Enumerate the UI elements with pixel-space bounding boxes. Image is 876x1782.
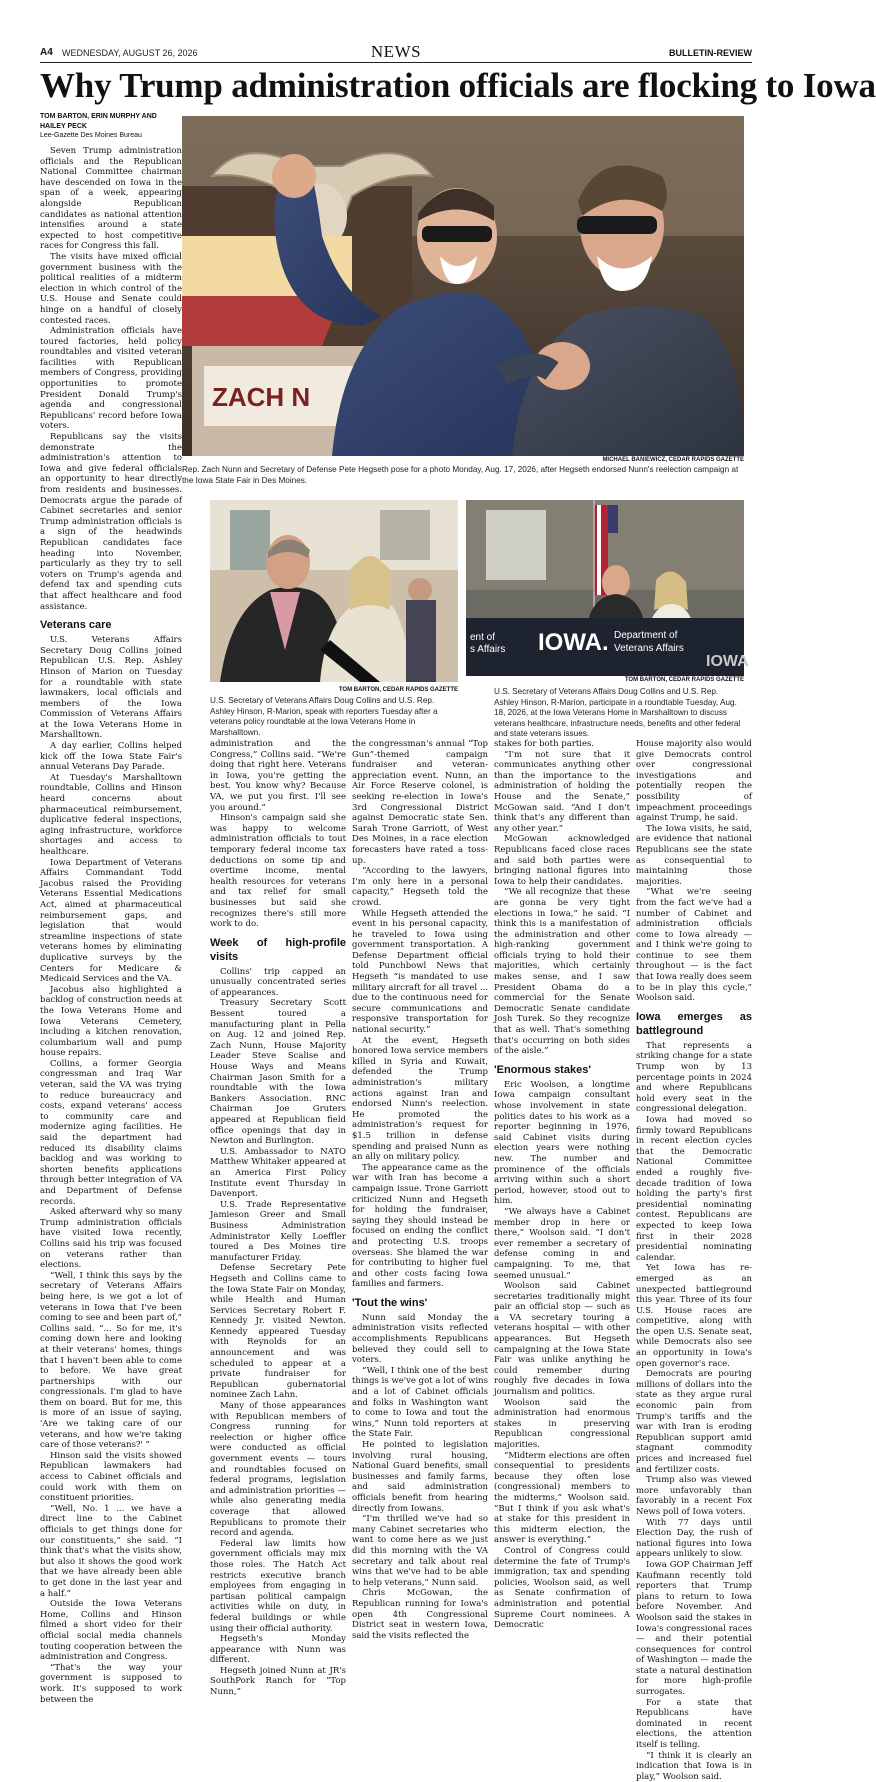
main-photo-image	[182, 116, 744, 456]
section-name: NEWS	[370, 42, 422, 61]
headline: Why Trump administration officials are flocking to Iowa	[40, 66, 876, 105]
paragraph: “Well, No. 1 ... we have a direct line to the Cabinet officials to get things done for our constituents,” she said. “I think that's what the visits show, but also it shows the good work that we have already been able to get done in the last year and a half.”	[40, 1503, 182, 1599]
paragraph: Iowa GOP Chairman Jeff Kaufmann recently told reporters that Trump plans to return to Iowa before November. And Woolson said the stakes in Iowa's congressional races — and their potential consequences for control of Washington — made the state a natural destination for more high-profile surrogates.	[636, 1559, 752, 1698]
paragraph: Many of those appearances with Republican members of Congress running for reelection or higher office were conducted as official government events — tours and roundtables focused on federal programs, legislation and administration priorities — while also generating media coverage that allowed Republicans to promote their record and agenda.	[210, 1401, 346, 1539]
paragraph: “That's the way your government is supposed to work. It's supposed to work between the	[40, 1662, 182, 1705]
paragraph: With 77 days until Election Day, the rush of national figures into Iowa appears unlikely to slow.	[636, 1517, 752, 1560]
paragraph: Democrats are pouring millions of dollars into the state as they argue rural economic pain from Trump's tariffs and the war with Iran is eroding Republican support amid stagnant commodity prices and increased fuel and fertilizer costs.	[636, 1369, 752, 1475]
paragraph: “Midterm elections are often consequential to presidents because they often lose (congressional) members to the midterms,” Woolson said. “But I think if you ask what's at stake for this president in this midterm election, the answer is everything.”	[494, 1450, 630, 1546]
bureau: Lee-Gazette Des Moines Bureau	[40, 132, 142, 139]
paragraph: Iowa had moved so firmly toward Republicans in recent election cycles that the Democratic National Committee ended a roughly five-decade tradition of Iowa holding the party's first presidential nominating contest. Republicans are expected to keep Iowa first in their 2028 presidential nominating calendar.	[636, 1115, 752, 1263]
paragraph: Hinson said the visits showed Republican lawmakers had access to Cabinet officials and could work with them on constituent priorities.	[40, 1450, 182, 1504]
paragraph: Chris McGowan, the Republican running for Iowa's open 4th Congressional District seat in western Iowa, said the visits reflected the	[352, 1588, 488, 1641]
paragraph: Woolson said Cabinet secretaries traditionally might pair an official stop — such as a VA secretary touring a veterans hospital — with other appearances. But Hegseth campaigning at the Iowa State Fair was unlike anything he could remember during roughly five decades in Iowa journalism and politics.	[494, 1281, 630, 1398]
banner-iowa-logo: IOWA.	[538, 629, 609, 656]
byline: TOM BARTON, ERIN MURPHY AND HAILEY PECK	[40, 113, 157, 130]
banner-right-text: IOWA	[706, 653, 749, 670]
banner-dept-text: Department of	[614, 630, 678, 641]
paragraph: Outside the Iowa Veterans Home, Collins and Hinson filmed a short video for their official social media channels touting cooperation between the administration and Congress.	[40, 1599, 182, 1663]
right-photo	[466, 500, 749, 676]
paragraph: Collins' trip capped an unusually concentrated series of appearances.	[210, 966, 346, 998]
paragraph: Federal law limits how government officials may mix those roles. The Hatch Act restricts executive branch employees from engaging in partisan political campaign activities while on duty, in federal buildings or while using their official authority.	[210, 1538, 346, 1634]
photo-sign-text: ZACH N	[212, 382, 311, 412]
subhead: Veterans care	[40, 619, 112, 632]
banner-left-text-1: ent of	[470, 632, 496, 643]
paragraph: House majority also would give Democrats control over congressional investigations and potentially reopen the possibility of impeachment proceedings against Trump, he said.	[636, 739, 752, 824]
right-photo-image	[466, 500, 749, 676]
paragraph: “What we're seeing from the fact we've had a number of Cabinet and administration officials come to Iowa already — and I think we're going to continue to see them throughout — is the fact that Iowa really does seem to be in play this cycle,” Woolson said.	[636, 887, 752, 1004]
left-photo-credit: TOM BARTON, CEDAR RAPIDS GAZETTE	[338, 687, 458, 693]
paragraph: Iowa Department of Veterans Affairs Commandant Todd Jacobus raised the Providing Veterans Essential Medications Act, aimed at pharmaceutical reimbursement gaps, and legislation that would streamline inspections of state veterans homes by eliminating duplicative surveys by the Centers for Medicare & Medicaid Services and the VA.	[40, 857, 182, 985]
paragraph: Collins, a former Georgia congressman and Iraq War veteran, said the VA was trying to reduce bureaucracy and costs, expand veterans' access to community care and modernize aging facilities. He said the department had reduced its disability claims backlog and was working to shorten benefits applications through better integration of VA and Department of Defense records.	[40, 1058, 182, 1207]
paragraph: Administration officials have toured factories, held policy roundtables and visited veteran facilities with Republican members of Congress, providing opportunities to promote President Donald Trump's agenda and congressional Republicans' record before Iowa voters.	[40, 326, 182, 432]
paragraph: U.S. Trade Representative Jamieson Greer and Small Business Administration Administrator Kelly Loeffler toured a Des Moines tire manufacturer Friday.	[210, 1199, 346, 1263]
paragraph: That represents a striking change for a state Trump won by 13 percentage points in 2024 and where Republicans hold every seat in the congressional delegation.	[636, 1040, 752, 1115]
paragraph: stakes for both parties.	[494, 739, 595, 749]
paragraph: U.S. Veterans Affairs Secretary Doug Collins joined Republican U.S. Rep. Ashley Hinson of Marion on Tuesday for a roundtable with state lawmakers, local officials and members of the Iowa Commission of Veterans Affairs at the Iowa Veterans Home in Marshalltown.	[40, 635, 182, 741]
main-photo	[182, 116, 744, 456]
paragraph: Yet Iowa has re-emerged as an unexpected battleground this year. Three of its four U.S. House races are competitive, along with the open U.S. Senate seat, while Democrats also see an opportunity in Iowa's open governor's race.	[636, 1263, 752, 1369]
paragraph: U.S. Ambassador to NATO Matthew Whitaker appeared at an America First Policy Institute event Thursday in Davenport.	[210, 1146, 346, 1200]
left-photo	[210, 500, 458, 682]
body-column-3	[352, 739, 488, 1641]
page-folio	[40, 44, 752, 62]
body-column-2	[210, 739, 346, 1698]
paragraph: Seven Trump administration officials and the Republican National Committee chairman have descended on Iowa in the span of a week, appearing alongside Republican candidates as national attention intensifies around a state expected to host competitive races for Congress this fall.	[40, 146, 182, 252]
paragraph: At Tuesday's Marshalltown roundtable, Collins and Hinson heard concerns about pharmaceutical reimbursement, duplicative federal inspections, aging infrastructure, workforce shortages and access to healthcare.	[40, 772, 182, 857]
subhead: 'Enormous stakes'	[494, 1063, 591, 1076]
banner-va-text: Veterans Affairs	[614, 643, 684, 654]
folio-rule	[40, 62, 752, 63]
paragraph: Jacobus also highlighted a backlog of construction needs at the Iowa Veterans Home and Iowa Veterans Cemetery, including a kitchen renovation, columbarium wall and pump house repairs.	[40, 984, 182, 1059]
issue-date: WEDNESDAY, AUGUST 26, 2026	[62, 48, 198, 58]
paragraph: “According to the lawyers, I'm only here in a personal capacity,” Hegseth told the crowd.	[352, 866, 488, 908]
paragraph: Defense Secretary Pete Hegseth and Collins came to the Iowa State Fair on Monday, while Health and Human Services Secretary Robert F. Kennedy Jr. visited Newton. Kennedy appeared Tuesday with Reynolds for an announcement and was scheduled to appear at a private fundraiser for Republican gubernatorial nominee Zach Lahn.	[210, 1263, 346, 1401]
page-number: A4	[40, 47, 53, 58]
paragraph: For a state that Republicans have dominated in recent elections, the attention itself is telling.	[636, 1697, 752, 1751]
paragraph: Republicans say the visits demonstrate the administration's attention to Iowa and give federal officials an opportunity to hear directly from residents and businesses. Democrats argue the parade of Cabinet secretaries and senior Trump administration officials is a sign of the headwinds Republican candidates face heading into November, particularly as they try to sell voters on Trump's agenda and defend tax and spending cuts that affect healthcare and food assistance.	[40, 432, 182, 612]
subhead: Iowa emerges as battleground	[636, 1010, 752, 1037]
publication-name: BULLETIN-REVIEW	[669, 48, 752, 58]
paragraph: the congressman's annual “Top Gun”-themed campaign fundraiser and veteran-appreciation event. Nunn, an Air Force Reserve colonel, is seeking re-election in Iowa's 3rd Congressional District against Democratic state Sen. Sarah Trone Garriott, of West Des Moines, in a race election forecasters have rated a toss-up.	[352, 739, 488, 866]
paragraph: Hegseth joined Nunn at JR's SouthPork Ranch for “Top Nunn,”	[210, 1665, 346, 1698]
paragraph: Nunn said Monday the administration visits reflected accomplishments Republicans believed they could sell to voters.	[352, 1312, 488, 1366]
subhead: 'Tout the wins'	[352, 1296, 428, 1309]
right-photo-credit: TOM BARTON, CEDAR RAPIDS GAZETTE	[624, 677, 744, 683]
paragraph: The Iowa visits, he said, are evidence that national Republicans see the state as consequential to maintaining those majorities.	[636, 823, 752, 887]
main-photo-credit: MICHAEL BANIEWICZ, CEDAR RAPIDS GAZETTE	[602, 457, 744, 463]
paragraph: “I'm not sure that it communicates anything other than the importance to the administration of holding the House and the Senate,” McGowan said. “And I don't think that's any different than any other year.”	[494, 749, 630, 834]
paragraph: administration and the Congress,” Collins said. “We're doing that right here. Veterans in Iowa, you're getting the best. You know why? Because VA, we put you first. I'll see you around.”	[210, 739, 346, 813]
left-photo-image	[210, 500, 458, 682]
body-column-1	[40, 146, 182, 1705]
paragraph: Asked afterward why so many Trump administration officials have visited Iowa recently, Collins said his trip was focused on veterans rather than elections.	[40, 1207, 182, 1271]
paragraph: “I'm thrilled we've had so many Cabinet secretaries who want to come here as we just did this morning with the VA secretary and talk about real wins that we've had to be able to help veterans,” Nunn said.	[352, 1514, 488, 1588]
paragraph: He pointed to legislation involving rural housing, National Guard benefits, small businesses and family farms, and said administration officials benefit from hearing directly from Iowans.	[352, 1440, 488, 1514]
paragraph: While Hegseth attended the event in his personal capacity, he traveled to Iowa using government transportation. A Defense Department official told Punchbowl News that Hegseth “is mandated to use military aircraft for all travel ... due to the continuous need for secure communications and responsive transportation for national security.”	[352, 908, 488, 1036]
paragraph: Treasury Secretary Scott Bessent toured a manufacturing plant in Pella on Aug. 12 and joined Rep. Zach Nunn, House Majority Leader Steve Scalise and House Ways and Means Chairman Jason Smith for a roundtable with the Iowa Bankers Association. RNC Chairman Joe Gruters appeared at Republican field office openings that day in Newton and Burlington.	[210, 998, 346, 1147]
body-column-4	[494, 739, 630, 1631]
paragraph: Eric Woolson, a longtime Iowa campaign consultant whose involvement in state politics dates to his work as a reporter beginning in 1976, said Cabinet visits during election years were nothing new. The number and prominence of the officials arriving within such a short period, however, stood out to him.	[494, 1079, 630, 1207]
paragraph: The appearance came as the war with Iran has become a campaign issue. Trone Garriott criticized Nunn and Hegseth for holding the fundraiser, saying they should instead be focused on ending the conflict and protecting U.S. troops overseas. She blamed the war for contributing to higher fuel and other costs facing Iowa families and farmers.	[352, 1162, 488, 1290]
paragraph: “Well, I think this says by the secretary of Veterans Affairs being here, is we got a lot of veterans in Iowa that I've been coming to see and been part of,” Collins said. “... So for me, it's coming down here and looking at their veterans' homes, things that I haven't been able to come to before. We have great partnerships with our congressionals. I'm glad to have them on board. But for me, this is more of an issue of saying, 'Are we taking care of our veterans, and how we're taking care of those veterans?' ”	[40, 1270, 182, 1451]
paragraph: “I think it is clearly an indication that Iowa is in play,” Woolson said.	[636, 1750, 752, 1782]
right-photo-caption: U.S. Secretary of Veterans Affairs Doug Collins and U.S. Rep. Ashley Hinson, R-Marion, participate in a roundtable Tuesday, Aug. 18, 2026, at the Iowa Veterans Home in Marshalltown to discuss veterans healthcare, infrastructure needs, benefits and other federal and state veterans issues.	[494, 687, 741, 738]
paragraph: “We all recognize that these are gonna be very tight elections in Iowa,” he said. “I think this is a manifestation of the administration and other high-ranking government officials trying to hold their majorities, which certainly makes sense, and I saw President Obama do a commercial for the Senate Democratic Senate candidate Josh Turek. So they recognize that as well. That's something that's occurring on both sides of the aisle.”	[494, 887, 630, 1057]
left-photo-caption: U.S. Secretary of Veterans Affairs Doug Collins and U.S. Rep. Ashley Hinson, R-Marion, speak with reporters Tuesday after a veterans policy roundtable at the Iowa Veterans Home in Marshalltown.	[210, 696, 438, 737]
banner-left-text-2: s Affairs	[470, 644, 506, 655]
paragraph: At the event, Hegseth honored Iowa service members killed in Syria and Kuwait, defended the Trump administration's military actions against Iran and endorsed Nunn's reelection. He promoted the administration's request for $1.5 trillion in defense spending and praised Nunn as an ally on military policy.	[352, 1035, 488, 1163]
paragraph: Trump also was viewed more unfavorably than favorably in a recent Fox News poll of Iowa voters.	[636, 1475, 752, 1517]
paragraph: “Well, I think one of the best things is we've got a lot of wins and a lot of Cabinet officials and folks in Washington want to come to Iowa and tout the wins,” Nunn told reporters at the State Fair.	[352, 1365, 488, 1440]
main-photo-caption: Rep. Zach Nunn and Secretary of Defense Pete Hegseth pose for a photo Monday, Aug. 17, 2026, after Hegseth endorsed Nunn's reelection campaign at the Iowa State Fair in Des Moines.	[182, 465, 739, 485]
paragraph: Control of Congress could determine the fate of Trump's immigration, tax and spending policies, Woolson said, as well as Senate confirmation of administration and potential Supreme Court nominees. A Democratic	[494, 1545, 630, 1631]
paragraph: “We always have a Cabinet member drop in here or there,” Woolson said. “I don't ever remember a secretary of defense coming in and campaigning. To me, that seemed unusual.”	[494, 1206, 630, 1281]
paragraph: Hegseth's Monday appearance with Nunn was different.	[210, 1634, 346, 1666]
paragraph: McGowan acknowledged Republicans faced close races and said both parties were bringing national figures into Iowa to help their candidates.	[494, 834, 630, 887]
paragraph: A day earlier, Collins helped kick off the Iowa State Fair's annual Veterans Day Parade.	[40, 741, 182, 773]
body-column-5	[636, 739, 752, 1782]
subhead: Week of high-profile visits	[210, 936, 346, 963]
paragraph: Hinson's campaign said she was happy to welcome administration officials to tout temporary federal income tax deductions on some tip and overtime income, mental health resources for veterans and tax relief for small businesses but said she recognizes there's still more work to do.	[210, 813, 346, 930]
paragraph: The visits have mixed official government business with the political realities of a midterm election in which control of the U.S. House and Senate could hinge on a handful of closely contested races.	[40, 251, 182, 326]
paragraph: Woolson said the administration had enormous stakes in preserving Republican congressional majorities.	[494, 1397, 630, 1450]
